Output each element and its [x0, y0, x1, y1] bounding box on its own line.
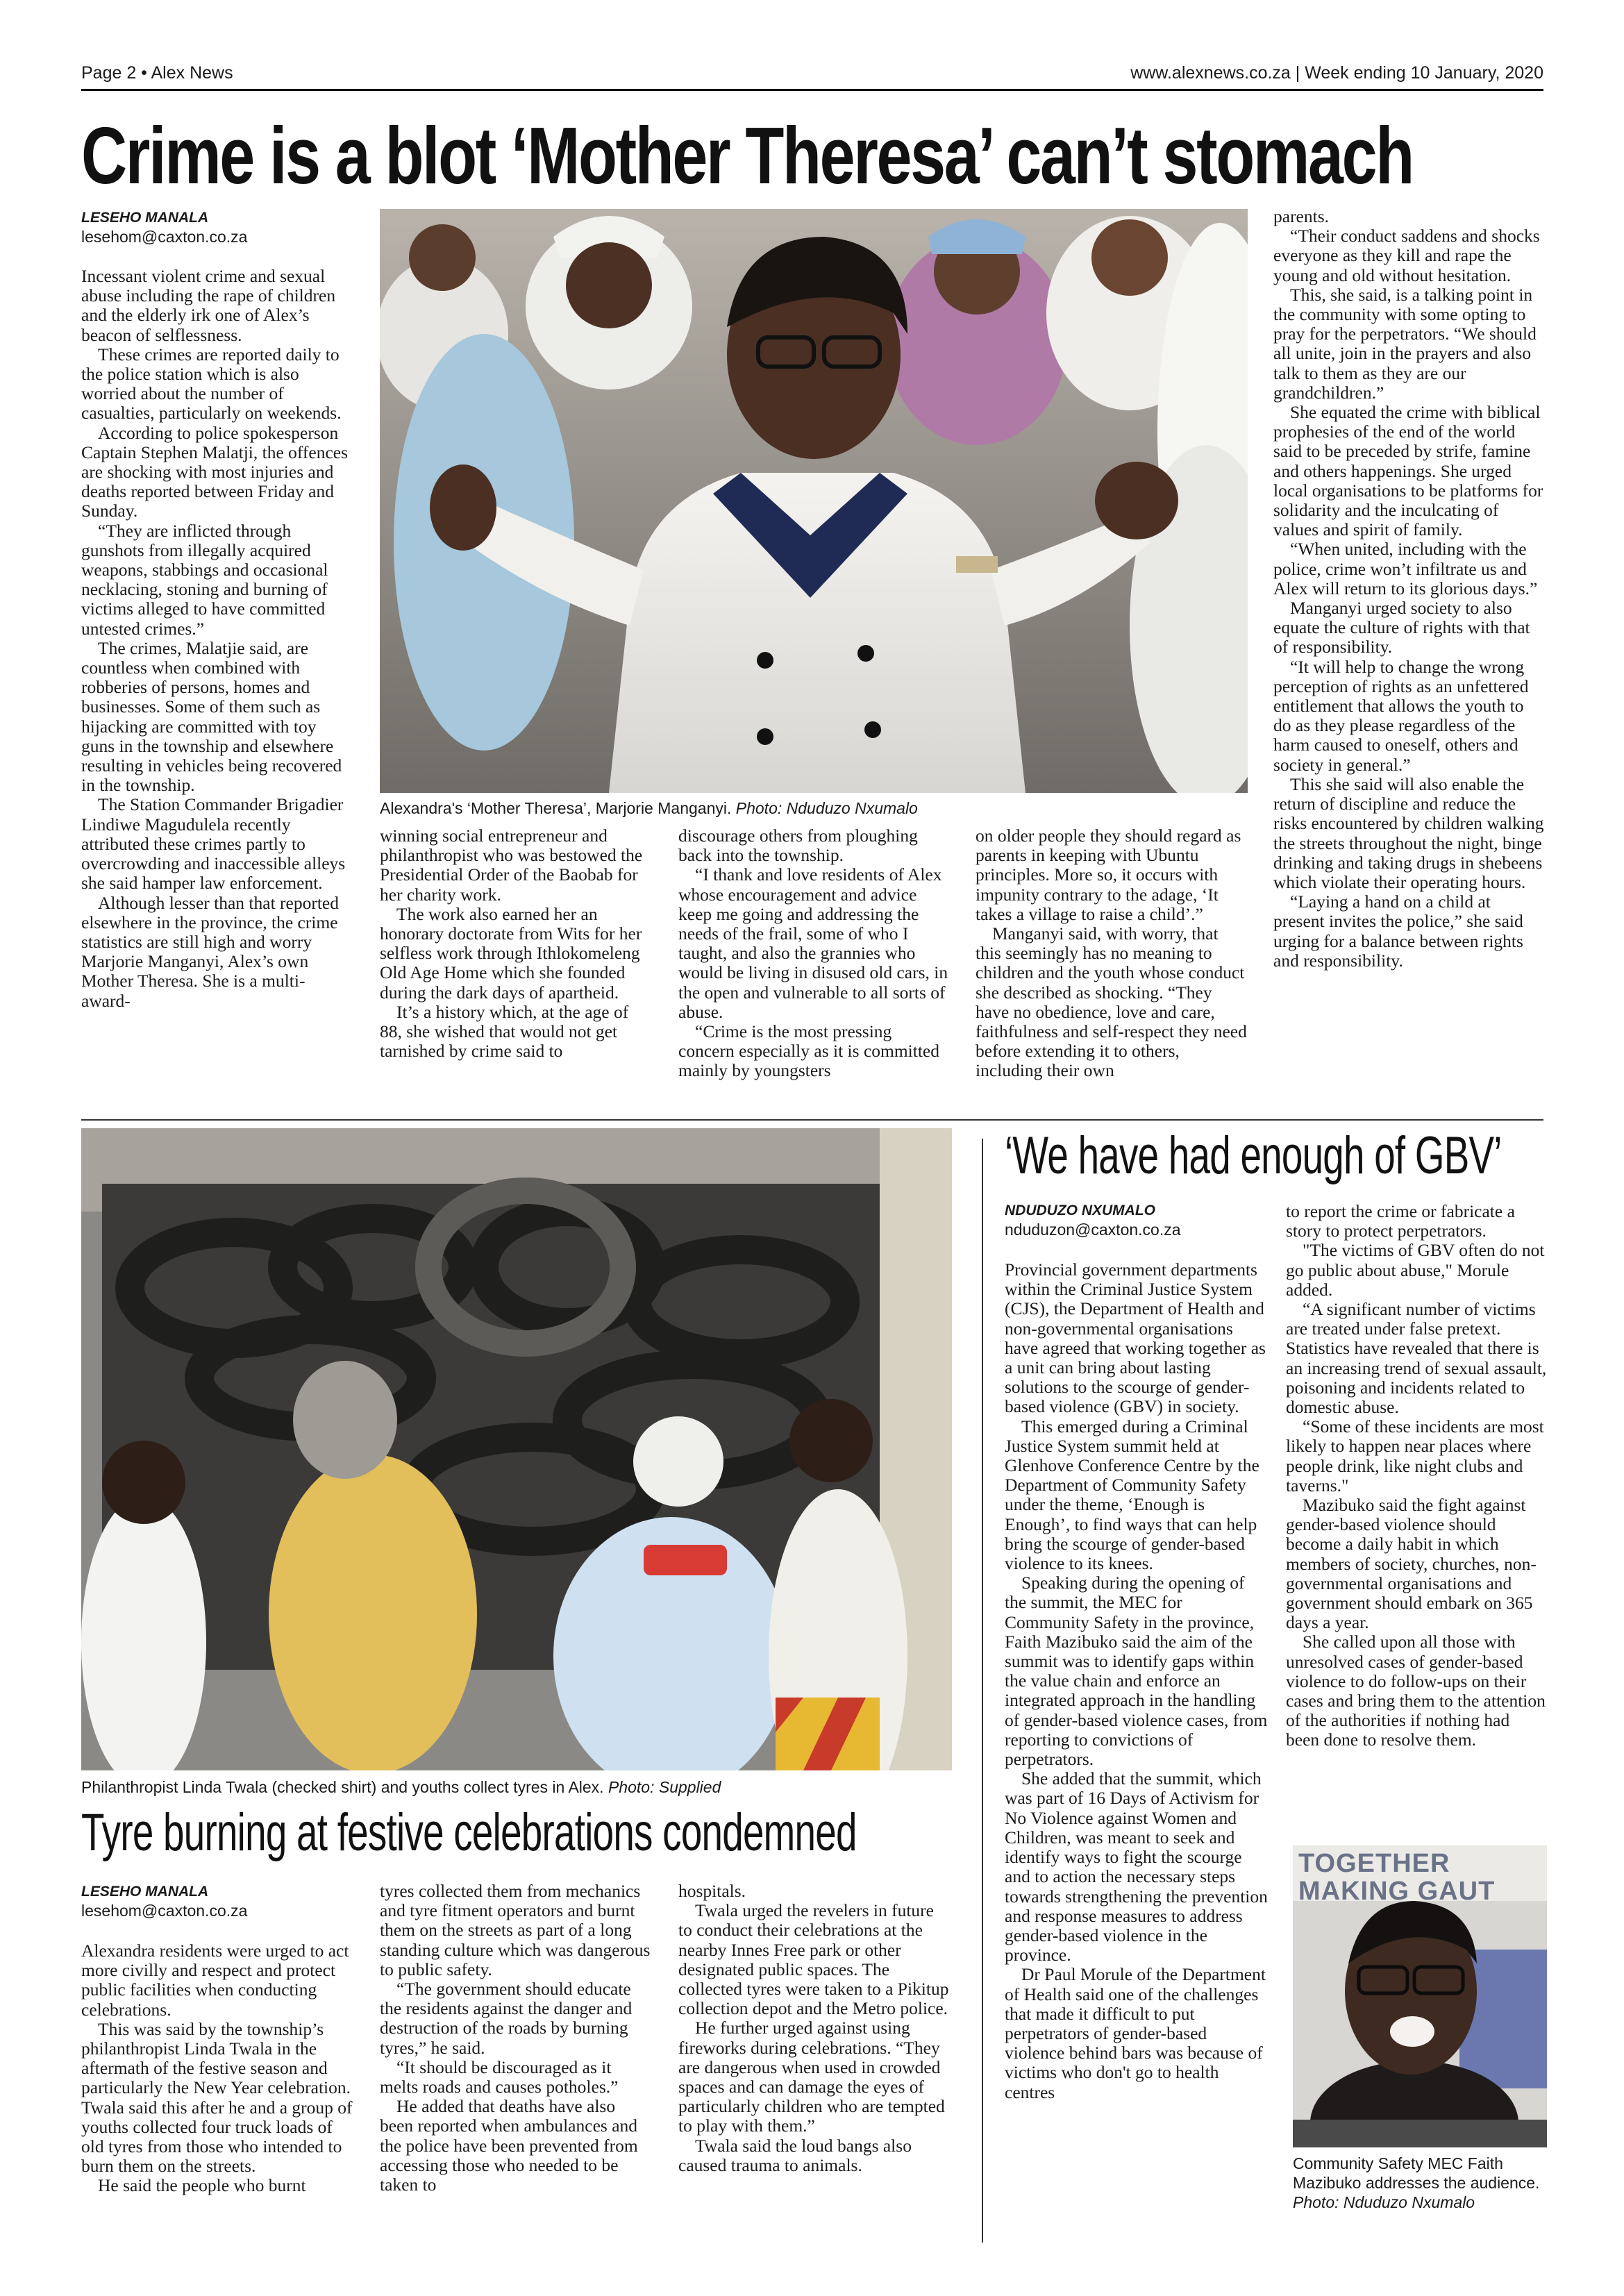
paragraph: Alexandra residents were urged to act more civilly and respect and protect public facilities when conducting celebrations. [81, 1941, 349, 2020]
paragraph: The work also earned her an honorary doctorate from Wits for her selfless work through Ithlokomeleng Old Age Home which she founded during the dark days of apartheid. [380, 903, 642, 1003]
story3-byline [1005, 1202, 1282, 1239]
story2-byline [81, 1883, 359, 1920]
paragraph: It’s a history which, at the age of 88, she wished that would not get tarnished by crime said to [380, 1001, 629, 1062]
header-rule [81, 89, 1543, 91]
paragraph: The crimes, Malatjie said, are countless when combined with robberies of persons, homes and businesses. Some of them such as hijacking are committed with toy guns in the township and elsewhere resulting in vehicles being recovered in the township. [81, 637, 342, 796]
paragraph: She equated the crime with biblical prophesies of the end of the world said to be preceded by strife, famine and others happenings. She urged local organisations to be platforms for solidarity and the inculcating of values and spirit of family. [1273, 402, 1543, 540]
caption-text: Community Safety MEC Faith Mazibuko addresses the audience. [1293, 2154, 1540, 2192]
paragraph: He added that deaths have also been reported when ambulances and the police have been prevented from accessing those who needed to be taken to [380, 2096, 638, 2195]
paragraph: She added that the summit, which was part of 16 Days of Activism for No Violence against Women and Children, was meant to seek and identify ways to fight the scourge and to action the necessary steps towards strengthening the prevention and response measures to address gender-based violence in the province. [1005, 1768, 1268, 1966]
paragraph: “Crime is the most pressing concern especially as it is committed mainly by youngsters [678, 1021, 940, 1081]
paragraph: “It should be discouraged as it melts roads and causes potholes.” [380, 2056, 619, 2097]
paragraph: She called upon all those with unresolved cases of gender-based violence to do follow-ups on their cases and bring them to the attention of the authorities if nothing had been done to resolve them. [1286, 1632, 1546, 1750]
photo-credit: Photo: Nduduzo Nxumalo [735, 799, 918, 817]
paragraph: tyres collected them from mechanics and tyre fitment operators and burnt them on the streets as part of a long standing culture which was dangerous to public safety. [380, 1881, 651, 1979]
paragraph: “It will help to change the wrong perception of rights as an unfettered entitlement that allows the youth to do as they please regardless of the harm caused to oneself, others and society in general.” [1273, 656, 1529, 775]
paragraph: “The government should educate the residents against the danger and destruction of the roads by burning tyres,” he said. [380, 1979, 633, 2058]
paragraph: These crimes are reported daily to the police station which is also worried about the number of casualties, particularly on weekends. [81, 344, 342, 424]
paragraph: “They are inflicted through gunshots from illegally acquired weapons, stabbings and occasional necklacing, stoning and burning of victims alleged to have committed untested crimes.” [81, 520, 328, 639]
paragraph: discourage others from ploughing back into the township. [678, 826, 918, 866]
paragraph: He further urged against using fireworks during celebrations. “They are dangerous when used in crowded spaces and can damage the eyes of particularly children who are tempted to play with them.” [678, 2018, 945, 2136]
paragraph: The Station Commander Brigadier Lindiwe Magudulela recently attributed these crimes partly to overcrowding and inaccessible alleys she said hamper law enforcement. [81, 794, 346, 894]
story3-headline: ‘We have had enough of GBV’ [1005, 1126, 1502, 1185]
paragraph: parents. [1273, 206, 1330, 226]
caption-text: Philanthropist Linda Twala (checked shirt) and youths collect tyres in Alex. [81, 1778, 604, 1796]
paragraph: Provincial government departments within the Criminal Justice System (CJS), the Department of Health and non-governmental organisations have agreed that working together as a unit can bring about lasting solutions to the scourge of gender-based violence (GBV) in society. [1005, 1259, 1266, 1417]
story1-col3 [678, 826, 951, 1081]
paragraph: Twala urged the revelers in future to conduct their celebrations at the nearby Innes Free park or other designated public spaces. The collected tyres were taken to a Pikitup collection depot and the Metro police. [678, 1900, 949, 2019]
story2-col3 [678, 1882, 951, 2175]
story2-photo-caption [81, 1777, 952, 1797]
site-date: www.alexnews.co.za | Week ending 10 January, 2020 [1130, 63, 1543, 83]
story2-headline: Tyre burning at festive celebrations condemned [81, 1803, 857, 1862]
story2-photo [81, 1128, 952, 1770]
paragraph: “Their conduct saddens and shocks everyone as they kill and rape the young and old without hesitation. [1273, 226, 1540, 285]
story1-photo-caption [380, 798, 1248, 818]
paragraph: Twala said the loud bangs also caused trauma to animals. [678, 2135, 912, 2175]
story2-byline-name: LESEHO MANALA [81, 1884, 209, 1900]
story3-byline-name: NDUDUZO NXUMALO [1005, 1203, 1155, 1218]
photo-credit: Photo: Supplied [608, 1778, 721, 1796]
paragraph: “When united, including with the police, crime won’t infiltrate us and Alex will return to its glorious days.” [1273, 539, 1538, 598]
paragraph: on older people they should regard as parents in keeping with Ubuntu principles. More so, it occurs with impunity contrary to the adage, ‘It takes a village to raise a child’.” [976, 826, 1241, 924]
story1-col1 [81, 267, 353, 1011]
story3-col1 [1005, 1260, 1270, 2102]
paragraph: Although lesser than that reported elsewhere in the province, the crime statistics are still high and worry Marjorie Manganyi, Alex’s own Mother Theresa. She is a multi-award- [81, 892, 339, 1011]
paragraph: “A significant number of victims are treated under false pretext. Statistics have revealed that there is an increasing trend of sexual assault, poisoning and incidents related to domestic abuse. [1286, 1299, 1547, 1418]
paragraph: He said the people who burnt [98, 2175, 306, 2196]
paragraph: Incessant violent crime and sexual abuse including the rape of children and the elderly irk one of Alex’s beacon of selflessness. [81, 266, 336, 345]
page-label: Page 2 • Alex News [81, 63, 233, 83]
paragraph: Speaking during the opening of the summit, the MEC for Community Safety in the province, Faith Mazibuko said the aim of the summit was to identify gaps within the value chain and enforce an integrated approach in the handling of gender-based violence cases, from reporting to convictions of perpetrators. [1005, 1573, 1268, 1770]
paragraph: “Some of these incidents are most likely to happen near places where people drink, like night clubs and taverns." [1286, 1416, 1544, 1495]
paragraph: to report the crime or fabricate a story to protect perpetrators. [1286, 1201, 1515, 1241]
story1-byline-email: lesehom@caxton.co.za [81, 228, 248, 246]
story1-headline: Crime is a blot ‘Mother Theresa’ can’t stomach [81, 110, 1413, 201]
caption-text: Alexandra's ‘Mother Theresa’, Marjorie Manganyi. [380, 799, 732, 817]
paragraph: Dr Paul Morule of the Department of Health said one of the challenges that made it difficult to put perpetrators of gender-based violence behind bars was because of victims who don't go to health centres [1005, 1964, 1266, 2102]
paragraph: “I thank and love residents of Alex whose encouragement and advice keep me going and addressing the needs of the frail, some of who I taught, and also the grannies who would be living in disused old cars, in the open and vulnerable to all sorts of abuse. [678, 864, 948, 1022]
paragraph: Mazibuko said the fight against gender-based violence should become a daily habit in which members of society, churches, non-governmental organisations and government should embark on 365 days a year. [1286, 1495, 1537, 1633]
story1-col5 [1273, 207, 1546, 971]
paragraph: "The victims of GBV often do not go public about abuse," Morule added. [1286, 1240, 1545, 1300]
story3-photo [1293, 1845, 1547, 2147]
paragraph: This was said by the township’s philanthropist Linda Twala in the aftermath of the festive season and particularly the New Year celebration. Twala said this after he and a group of youths collected four truck loads of old tyres from those who intended to burn them on the streets. [81, 2018, 353, 2177]
paragraph: According to police spokesperson Captain Stephen Malatji, the offences are shocking with most injuries and deaths reported between Friday and Sunday. [81, 422, 349, 521]
story1-byline [81, 209, 359, 246]
column-divider [982, 1139, 983, 2243]
story1-photo [380, 209, 1248, 793]
story3-col2 [1286, 1202, 1547, 1750]
story2-col2 [380, 1882, 652, 2195]
paragraph: Manganyi urged society to also equate the culture of rights with that of responsibility. [1273, 598, 1530, 657]
paragraph: This she said will also enable the return of discipline and reduce the risks encountered by children walking the streets throughout the night, binge drinking and taking drugs in shebeens which violate their operating hours. [1273, 773, 1544, 892]
paragraph: Manganyi said, with worry, that this seemingly has no meaning to children and the youth whose conduct she described as shocking. “They have no obedience, love and care, faithfulness and self-respect they need before extending it to others, including their own [976, 923, 1247, 1081]
story1-col2 [380, 826, 652, 1061]
story3-photo-caption [1293, 2154, 1547, 2212]
section-divider [81, 1119, 1543, 1121]
story2-byline-email: lesehom@caxton.co.za [81, 1902, 248, 1920]
story1-col4 [976, 826, 1248, 1081]
paragraph: “Laying a hand on a child at present invites the police,” she said urging for a balance between rights and responsibility. [1273, 891, 1523, 971]
paragraph: winning social entrepreneur and philanthropist who was bestowed the Presidential Order of the Baobab for her charity work. [380, 826, 643, 905]
story2-col1 [81, 1941, 353, 2196]
photo-sign-text: TOGETHER MAKING GAUT [1298, 1849, 1496, 1906]
photo-credit: Photo: Nduduzo Nxumalo [1293, 2193, 1475, 2211]
paragraph: This, she said, is a talking point in the community with some opting to pray for the perpetrators. “We should all unite, join in the prayers and also talk to them as they are our grandchildren.” [1273, 284, 1537, 403]
paragraph: This emerged during a Criminal Justice System summit held at Glenhove Conference Centre by the Department of Community Safety under the theme, ‘Enough is Enough’, to find ways that can help bring the scourge of gender-based violence to its knees. [1005, 1416, 1259, 1574]
story3-byline-email: nduduzon@caxton.co.za [1005, 1221, 1181, 1239]
story1-byline-name: LESEHO MANALA [81, 210, 209, 226]
paragraph: hospitals. [678, 1881, 746, 1901]
